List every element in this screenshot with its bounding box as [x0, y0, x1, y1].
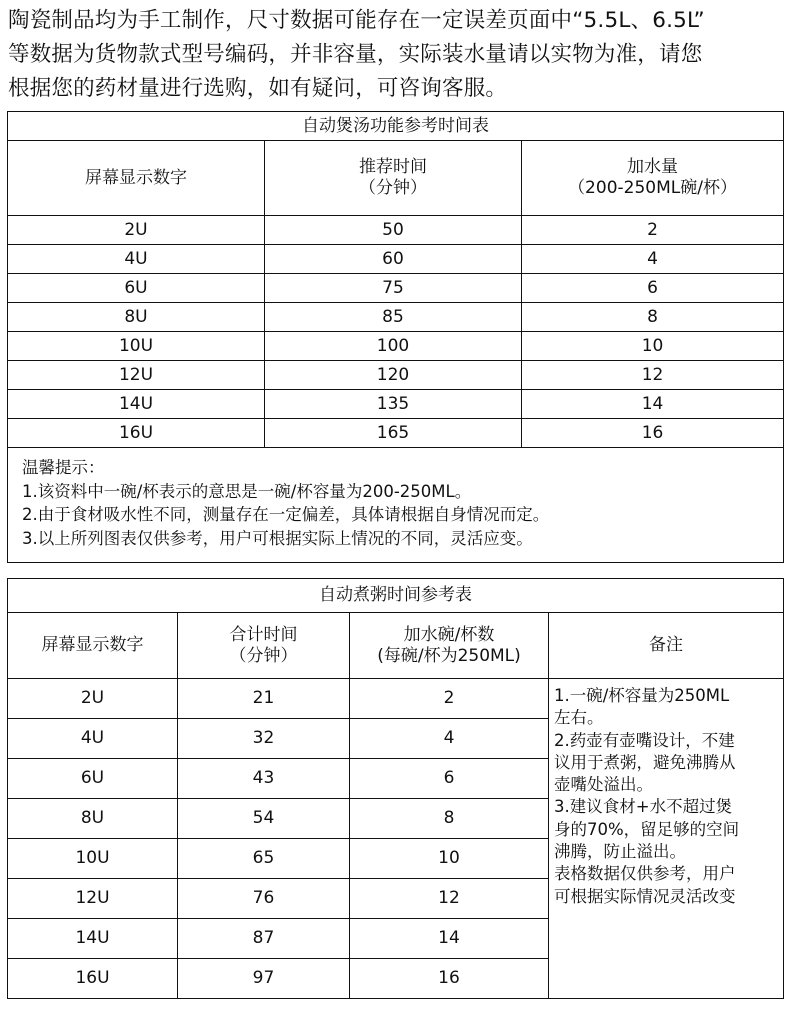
display-cell: 4U	[8, 245, 265, 274]
display-cell: 6U	[8, 274, 265, 303]
remark-line: 3.建议食材+水不超过煲	[554, 797, 733, 817]
tip-line: 3.以上所列图表仅供参考，用户可根据实际上情况的不同，灵活应变。	[22, 528, 533, 548]
remark-cell	[549, 679, 784, 999]
time-cell: 100	[265, 332, 522, 361]
remark-line: 壶嘴处溢出。	[554, 775, 653, 795]
water-cell: 16	[350, 959, 549, 999]
table-row	[8, 390, 784, 419]
time-cell: 135	[265, 390, 522, 419]
tip-line: 2.由于食材吸水性不同，测量存在一定偏差，具体请根据自身情况而定。	[22, 505, 550, 524]
display-cell: 8U	[8, 303, 265, 332]
table-row	[8, 303, 784, 332]
table-title: 自动煮粥时间参考表	[8, 579, 784, 613]
table-row	[8, 419, 784, 448]
water-cell: 4	[350, 719, 549, 759]
display-cell: 2U	[8, 679, 178, 719]
water-cell: 6	[522, 274, 784, 303]
water-cell: 10	[350, 839, 549, 879]
time-cell: 97	[178, 959, 350, 999]
header-time: 推荐时间 （分钟）	[265, 141, 522, 216]
display-cell: 12U	[8, 361, 265, 390]
table-row	[8, 361, 784, 390]
intro-text	[8, 4, 788, 106]
water-cell: 14	[350, 919, 549, 959]
display-cell: 16U	[8, 959, 178, 999]
water-cell: 2	[522, 216, 784, 245]
display-cell: 12U	[8, 879, 178, 919]
water-cell: 12	[350, 879, 549, 919]
remark-line: 可根据实际情况灵活改变	[554, 886, 736, 906]
header-remark: 备注	[549, 613, 784, 679]
water-cell: 6	[350, 759, 549, 799]
header-water: 加水碗/杯数 (每碗/杯为250ML)	[350, 613, 549, 679]
time-cell: 60	[265, 245, 522, 274]
water-cell: 16	[522, 419, 784, 448]
header-display: 屏幕显示数字	[8, 141, 265, 216]
time-cell: 50	[265, 216, 522, 245]
table-row	[8, 332, 784, 361]
tips	[8, 448, 784, 563]
display-cell: 14U	[8, 390, 265, 419]
time-cell: 76	[178, 879, 350, 919]
remark-line: 沸腾，防止溢出。	[554, 842, 686, 862]
time-cell: 120	[265, 361, 522, 390]
intro-line: 陶瓷制品均为手工制作，尺寸数据可能存在一定误差页面中“5.5L、6.5L”	[8, 8, 705, 33]
display-cell: 10U	[8, 839, 178, 879]
display-cell: 16U	[8, 419, 265, 448]
display-cell: 2U	[8, 216, 265, 245]
water-cell: 10	[522, 332, 784, 361]
soup-time-table	[7, 111, 784, 563]
time-cell: 85	[265, 303, 522, 332]
water-cell: 8	[350, 799, 549, 839]
time-cell: 54	[178, 799, 350, 839]
remark-line: 1.一碗/杯容量为250ML	[554, 686, 730, 705]
table-row	[8, 274, 784, 303]
water-cell: 12	[522, 361, 784, 390]
time-cell: 75	[265, 274, 522, 303]
time-cell: 21	[178, 679, 350, 719]
tip-heading: 温馨提示：	[22, 458, 105, 477]
intro-line: 等数据为货物款式型号编码，并非容量，实际装水量请以实物为准，请您	[8, 42, 703, 67]
water-cell: 14	[522, 390, 784, 419]
time-cell: 87	[178, 919, 350, 959]
time-cell: 32	[178, 719, 350, 759]
table-title: 自动煲汤功能参考时间表	[8, 112, 784, 141]
time-cell: 65	[178, 839, 350, 879]
header-time: 合计时间 （分钟）	[178, 613, 350, 679]
header-water: 加水量 （200-250ML碗/杯）	[522, 141, 784, 216]
header-display: 屏幕显示数字	[8, 613, 178, 679]
intro-line: 根据您的药材量进行选购，如有疑问，可咨询客服。	[8, 76, 508, 101]
tip-line: 1.该资料中一碗/杯表示的意思是一碗/杯容量为200-250ML。	[22, 481, 472, 501]
display-cell: 4U	[8, 719, 178, 759]
display-cell: 6U	[8, 759, 178, 799]
remark-line: 身的70%，留足够的空间	[554, 819, 740, 839]
remark-line: 表格数据仅供参考，用户	[554, 864, 736, 884]
remark-line: 2.药壶有壶嘴设计，不建	[554, 730, 735, 750]
water-cell: 4	[522, 245, 784, 274]
table-row	[8, 216, 784, 245]
time-cell: 43	[178, 759, 350, 799]
porridge-time-table	[7, 578, 784, 999]
water-cell: 8	[522, 303, 784, 332]
table-row	[8, 245, 784, 274]
display-cell: 10U	[8, 332, 265, 361]
display-cell: 8U	[8, 799, 178, 839]
remark-line: 左右。	[554, 708, 604, 728]
water-cell: 2	[350, 679, 549, 719]
table-row	[8, 679, 784, 719]
time-cell: 165	[265, 419, 522, 448]
display-cell: 14U	[8, 919, 178, 959]
remark-line: 议用于煮粥，避免沸腾从	[554, 752, 736, 772]
